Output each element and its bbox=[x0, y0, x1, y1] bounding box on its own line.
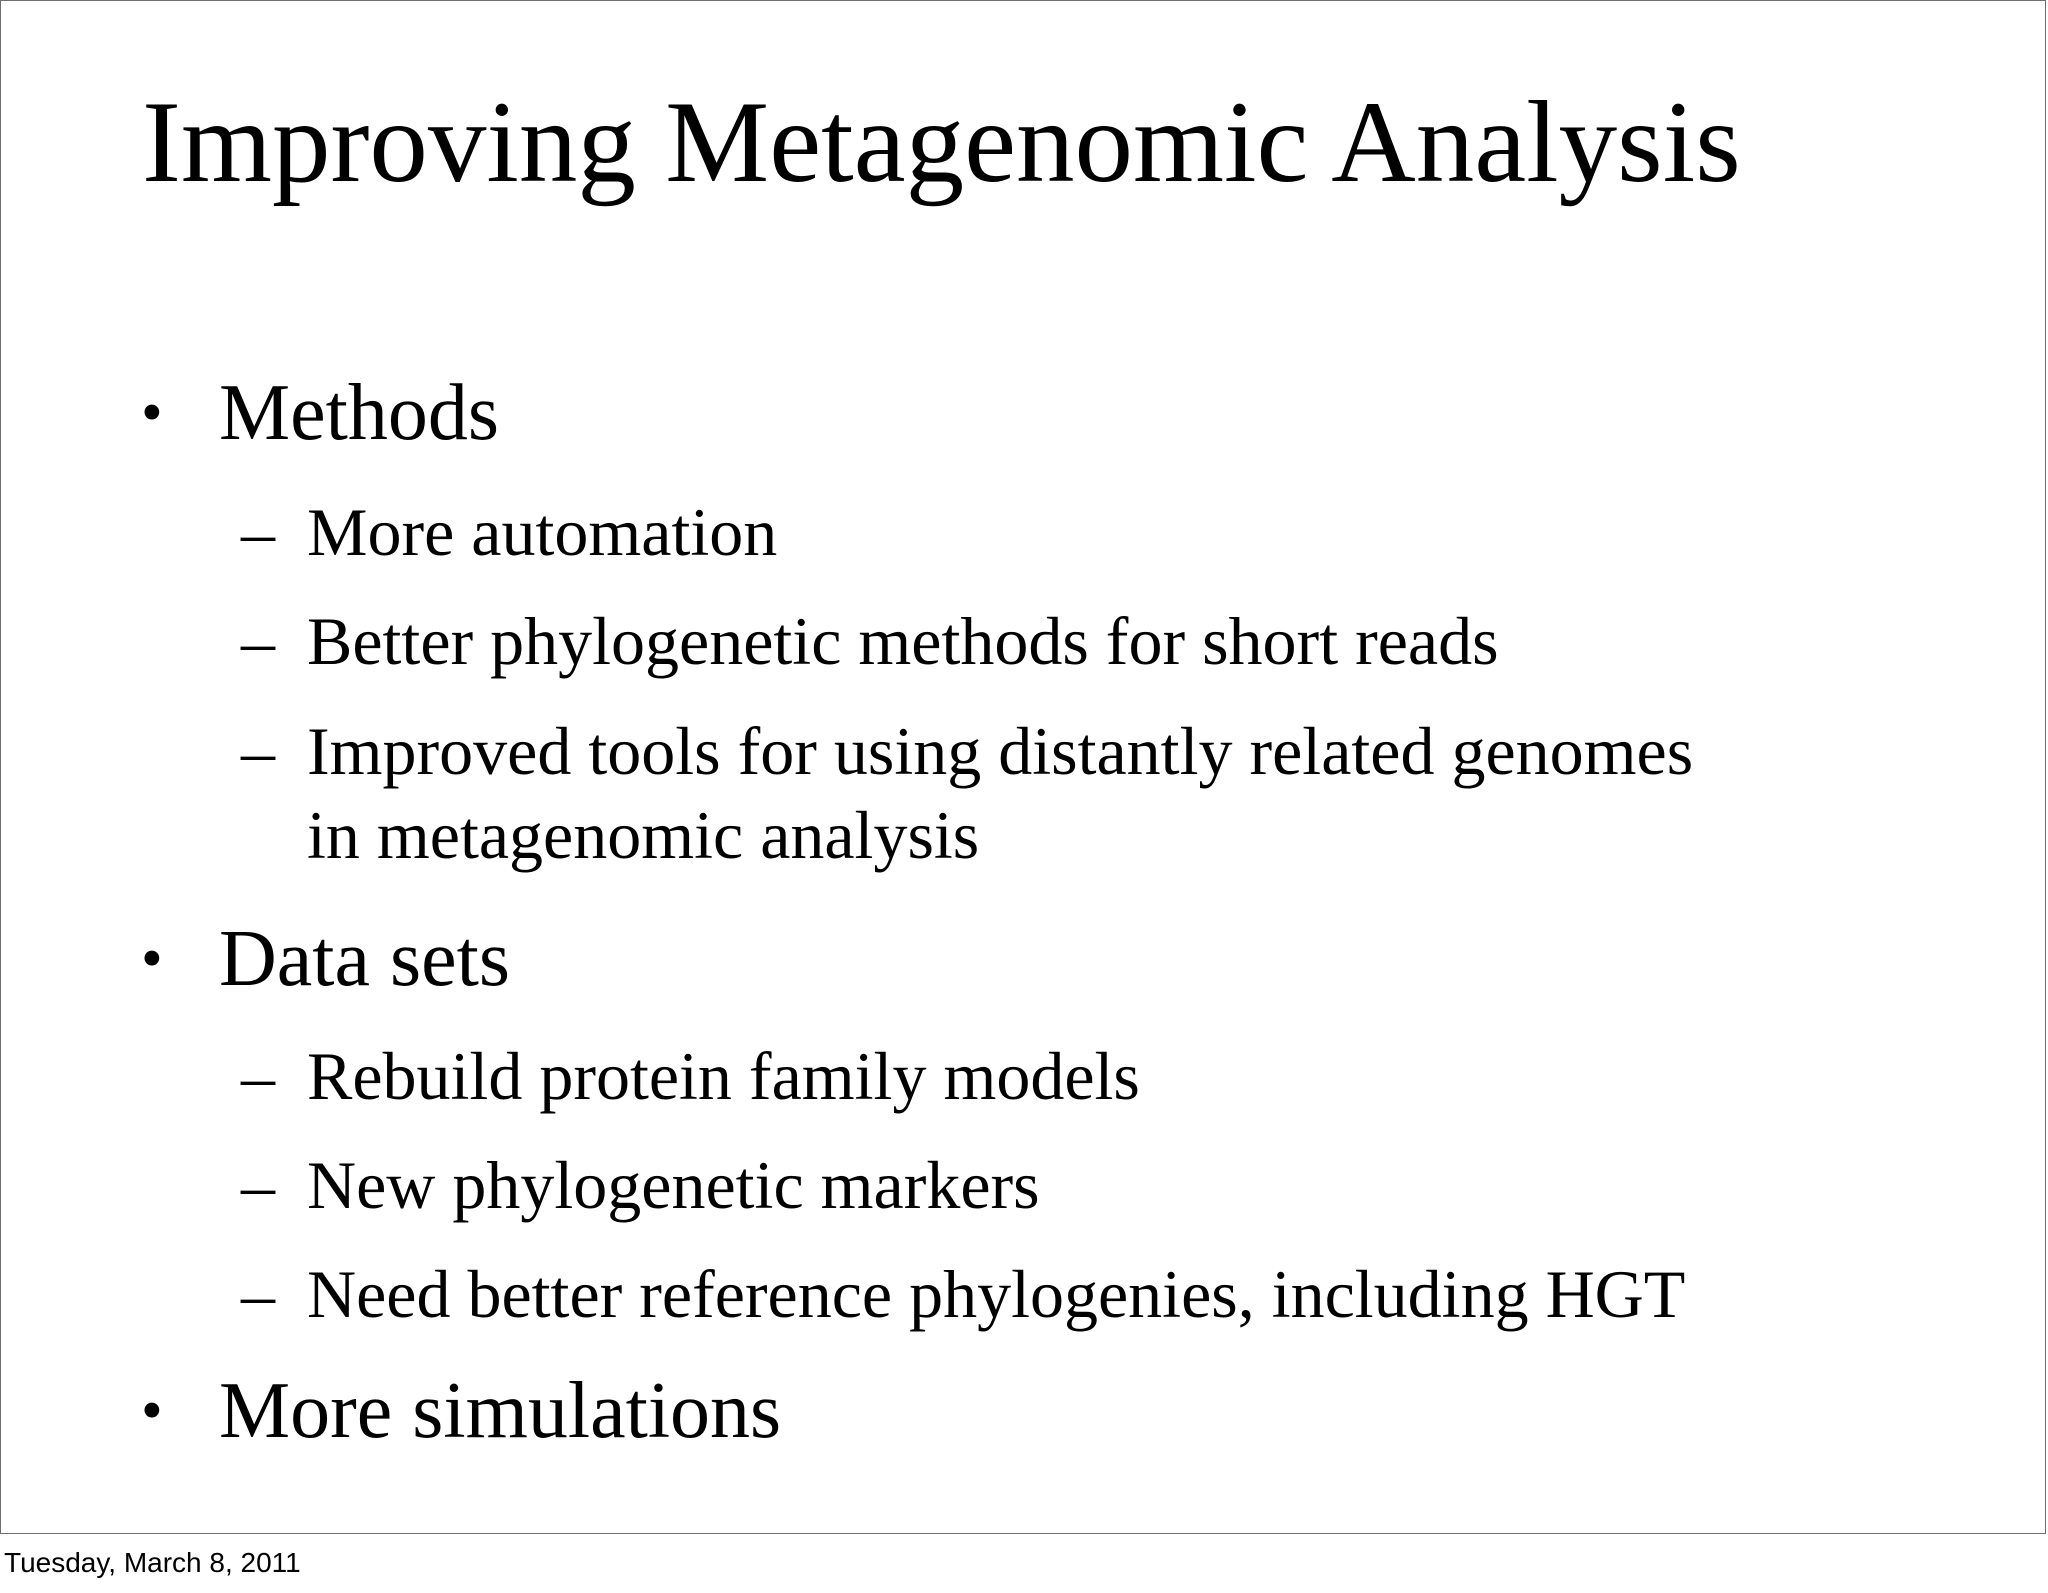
bullet-outline bbox=[1, 1, 2045, 1533]
bullet-text: Methods bbox=[219, 369, 499, 457]
bullet-text: More simulations bbox=[219, 1367, 782, 1455]
sub-bullet-text: New phylogenetic markers bbox=[307, 1147, 1040, 1223]
bullet-symbol: • bbox=[141, 379, 163, 447]
slide-title: Improving Metagenomic Analysis bbox=[142, 78, 1741, 207]
bullet-symbol: • bbox=[141, 1377, 163, 1445]
sub-bullet-continuation: in metagenomic analysis bbox=[307, 797, 980, 873]
sub-bullet-text: Need better reference phylogenies, including HGT bbox=[307, 1256, 1686, 1332]
bullet-text: Data sets bbox=[219, 915, 511, 1003]
sub-bullet-text: Better phylogenetic methods for short reads bbox=[307, 603, 1499, 679]
sub-bullet-item bbox=[241, 1256, 1686, 1332]
sub-bullet-symbol: – bbox=[241, 1147, 275, 1223]
footer-date: Tuesday, March 8, 2011 bbox=[4, 1547, 301, 1578]
bullet-item bbox=[141, 915, 511, 1003]
sub-bullet-item bbox=[241, 603, 1499, 679]
sub-bullet-text: More automation bbox=[307, 494, 778, 570]
bullet-item bbox=[141, 369, 499, 457]
sub-bullet-item bbox=[241, 494, 778, 570]
bullet-symbol: • bbox=[141, 925, 163, 993]
sub-bullet-symbol: – bbox=[241, 713, 275, 789]
sub-bullet-item bbox=[241, 1038, 1140, 1114]
sub-bullet-symbol: – bbox=[241, 1038, 275, 1114]
sub-bullet-item bbox=[241, 1147, 1040, 1223]
sub-bullet-item bbox=[241, 713, 1694, 873]
sub-bullet-symbol: – bbox=[241, 494, 275, 570]
sub-bullet-symbol: – bbox=[241, 603, 275, 679]
bullet-item bbox=[141, 1367, 782, 1455]
sub-bullet-symbol: – bbox=[241, 1256, 275, 1332]
sub-bullet-text: Improved tools for using distantly related genomes bbox=[307, 713, 1694, 789]
sub-bullet-text: Rebuild protein family models bbox=[307, 1038, 1140, 1114]
